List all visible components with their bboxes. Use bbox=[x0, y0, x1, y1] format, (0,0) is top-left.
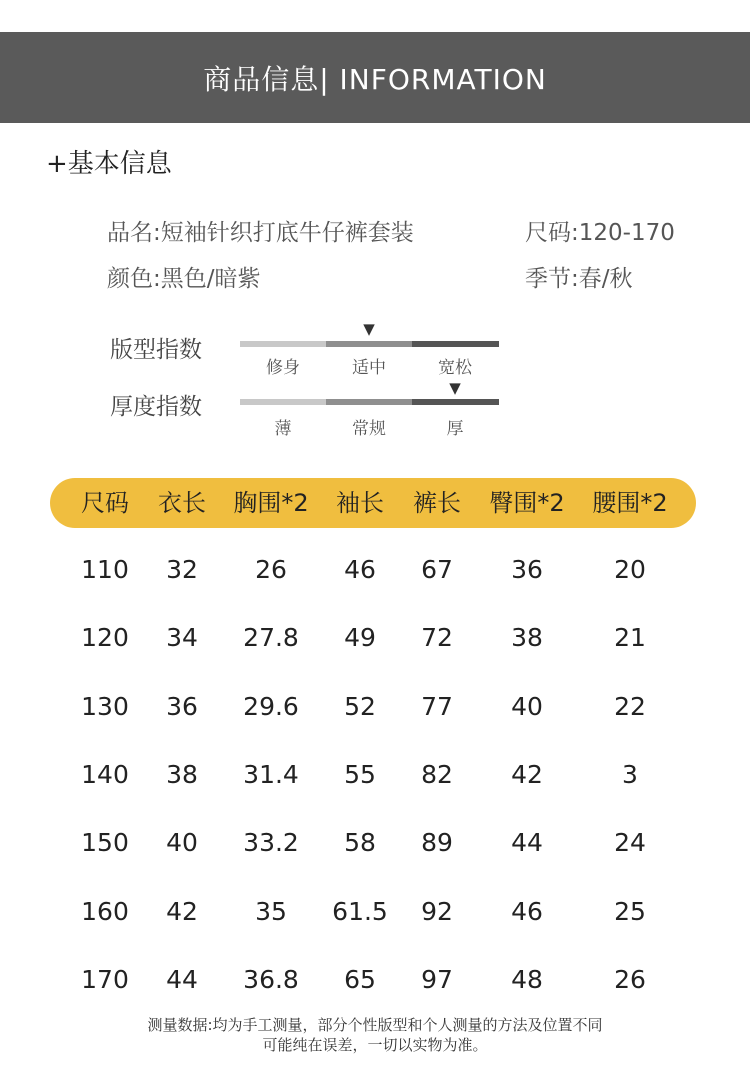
table-row bbox=[0, 965, 750, 1005]
thickness-index-marker: ▼ bbox=[449, 379, 461, 397]
fit-option-1: 修身 bbox=[266, 358, 300, 378]
cell-sleeve: 65 bbox=[344, 964, 376, 994]
cell-hip: 46 bbox=[511, 896, 543, 926]
cell-chest: 35 bbox=[255, 896, 287, 926]
cell-size: 140 bbox=[81, 759, 129, 789]
thickness-bar-segment-1 bbox=[240, 399, 326, 405]
cell-size: 160 bbox=[81, 896, 129, 926]
cell-pants-length: 67 bbox=[421, 555, 453, 584]
cell-top-length: 44 bbox=[166, 964, 198, 994]
cell-top-length: 40 bbox=[166, 828, 198, 858]
header-title: 商品信息| INFORMATION bbox=[203, 62, 547, 96]
thickness-option-2: 常规 bbox=[352, 419, 386, 439]
cell-waist: 21 bbox=[614, 623, 646, 653]
size-range: 尺码:120-170 bbox=[525, 220, 675, 246]
cell-waist: 24 bbox=[614, 828, 646, 858]
cell-sleeve: 55 bbox=[344, 759, 376, 789]
section-title: +基本信息 bbox=[46, 149, 172, 179]
cell-pants-length: 92 bbox=[421, 896, 453, 926]
cell-chest: 33.2 bbox=[243, 828, 299, 858]
fit-index-marker: ▼ bbox=[363, 320, 375, 338]
table-row bbox=[0, 828, 750, 868]
cell-pants-length: 77 bbox=[421, 691, 453, 721]
cell-sleeve: 49 bbox=[344, 623, 376, 653]
cell-top-length: 42 bbox=[166, 896, 198, 926]
cell-sleeve: 61.5 bbox=[332, 896, 388, 926]
cell-hip: 44 bbox=[511, 828, 543, 858]
cell-top-length: 38 bbox=[166, 759, 198, 789]
cell-size: 150 bbox=[81, 828, 129, 858]
cell-chest: 27.8 bbox=[243, 623, 299, 653]
header-hip: 臀围*2 bbox=[489, 489, 565, 517]
cell-hip: 40 bbox=[511, 691, 543, 721]
thickness-option-3: 厚 bbox=[446, 419, 464, 439]
cell-chest: 29.6 bbox=[243, 691, 299, 721]
cell-hip: 36 bbox=[511, 555, 543, 584]
table-row bbox=[0, 760, 750, 800]
cell-top-length: 36 bbox=[166, 691, 198, 721]
cell-top-length: 34 bbox=[166, 623, 198, 653]
measurement-note-line-1: 测量数据:均为手工测量，部分个性版型和个人测量的方法及位置不同 bbox=[147, 1016, 603, 1034]
measurement-note bbox=[0, 1015, 750, 1055]
cell-waist: 25 bbox=[614, 896, 646, 926]
table-row bbox=[0, 555, 750, 595]
size-table-header bbox=[50, 478, 696, 528]
fit-bar-segment-2 bbox=[326, 341, 412, 347]
fit-bar-segment-1 bbox=[240, 341, 326, 347]
header-sleeve: 袖长 bbox=[336, 489, 384, 517]
cell-pants-length: 72 bbox=[421, 623, 453, 653]
cell-chest: 36.8 bbox=[243, 964, 299, 994]
cell-hip: 38 bbox=[511, 623, 543, 653]
cell-size: 120 bbox=[81, 623, 129, 653]
product-name: 品名:短袖针织打底牛仔裤套装 bbox=[107, 220, 414, 246]
fit-option-3: 宽松 bbox=[438, 358, 472, 378]
season: 季节:春/秋 bbox=[525, 266, 633, 292]
cell-top-length: 32 bbox=[166, 555, 198, 584]
measurement-note-line-2: 可能纯在误差，一切以实物为准。 bbox=[262, 1036, 488, 1054]
table-row bbox=[0, 623, 750, 663]
cell-sleeve: 58 bbox=[344, 828, 376, 858]
cell-chest: 31.4 bbox=[243, 759, 299, 789]
cell-sleeve: 52 bbox=[344, 691, 376, 721]
cell-chest: 26 bbox=[255, 555, 287, 584]
header-waist: 腰围*2 bbox=[592, 489, 668, 517]
cell-pants-length: 97 bbox=[421, 964, 453, 994]
product-color: 颜色:黑色/暗紫 bbox=[107, 266, 261, 292]
cell-waist: 20 bbox=[614, 555, 646, 584]
thickness-bar-segment-3 bbox=[412, 399, 499, 405]
thickness-index-label: 厚度指数 bbox=[110, 394, 202, 420]
cell-size: 130 bbox=[81, 691, 129, 721]
table-row bbox=[0, 897, 750, 937]
cell-size: 110 bbox=[81, 555, 129, 584]
cell-pants-length: 82 bbox=[421, 759, 453, 789]
table-row bbox=[0, 692, 750, 732]
cell-pants-length: 89 bbox=[421, 828, 453, 858]
header-pants-length: 裤长 bbox=[413, 489, 461, 517]
fit-option-2: 适中 bbox=[352, 358, 386, 378]
header-top-length: 衣长 bbox=[158, 489, 206, 517]
page-header bbox=[0, 32, 750, 123]
fit-bar-segment-3 bbox=[412, 341, 499, 347]
cell-size: 170 bbox=[81, 964, 129, 994]
cell-waist: 26 bbox=[614, 964, 646, 994]
thickness-bar-segment-2 bbox=[326, 399, 412, 405]
cell-hip: 48 bbox=[511, 964, 543, 994]
header-size: 尺码 bbox=[81, 489, 129, 517]
cell-hip: 42 bbox=[511, 759, 543, 789]
thickness-option-1: 薄 bbox=[274, 419, 292, 439]
cell-sleeve: 46 bbox=[344, 555, 376, 584]
cell-waist: 3 bbox=[622, 759, 638, 789]
cell-waist: 22 bbox=[614, 691, 646, 721]
header-chest: 胸围*2 bbox=[233, 489, 309, 517]
fit-index-label: 版型指数 bbox=[110, 337, 202, 363]
